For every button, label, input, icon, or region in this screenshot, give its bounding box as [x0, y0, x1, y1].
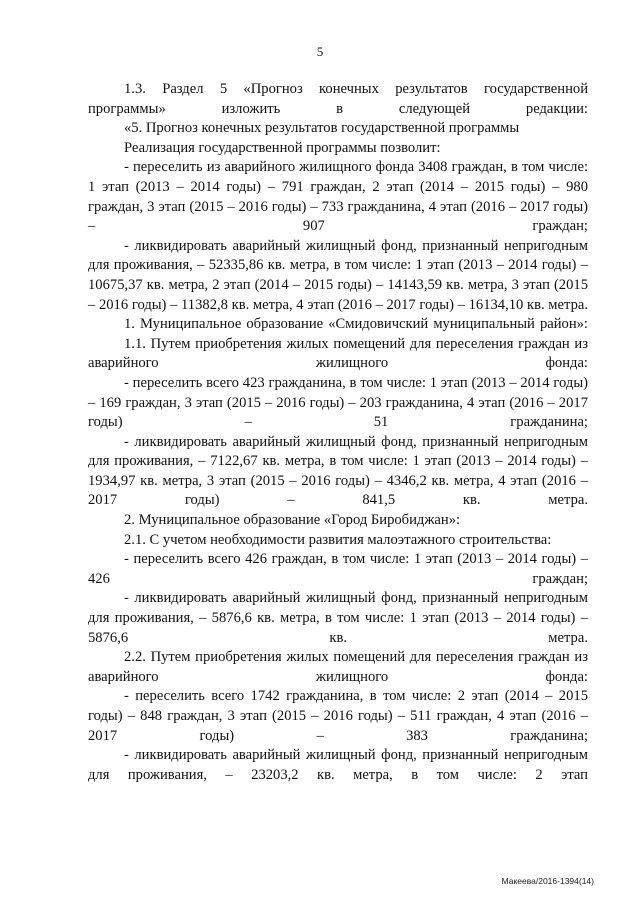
paragraph-item-2-2: 2.2. Путем приобретения жилых помещений для переселения граждан из аварийного жилищного фонда:: [88, 649, 588, 685]
paragraph-municipality-1: 1. Муниципальное образование «Смидовичский муниципальный район»:: [124, 316, 588, 333]
paragraph-municipality-2: 2. Муниципальное образование «Город Биробиджан»:: [124, 512, 461, 529]
document-body: [88, 80, 588, 785]
paragraph-item-1-1: 1.1. Путем приобретения жилых помещений для переселения граждан из аварийного жилищного фонда:: [88, 335, 588, 372]
paragraph-implementation-intro: Реализация государственной программы позволит:: [124, 139, 441, 156]
paragraph-liquidate-total: - ликвидировать аварийный жилищный фонд, признанный непригодным для проживания, – 52335,86 кв. метра, в том числе: 1 этап (2013 – 2014 годы) – 10675,37 кв. метра, 2 этап (2014 – 2015 годы) – 14143,59 кв. метра, 3 этап (2015 – 2016 годы) – 11382,8 кв. метра, 4 этап (2016 – 2017 годы) – 16134,10 кв. метра.: [88, 237, 588, 313]
paragraph-liquidate-1-1: - ликвидировать аварийный жилищный фонд, признанный непригодным для проживания, – 7122,67 кв. метра, в том числе: 1 этап (2013 – 2014 годы) – 1934,97 кв. метра, 3 этап (2015 – 2016 годы) – 4346,2 кв. метра, 4 этап (2016 – 2017 годы) – 841,5 кв. метра.: [88, 433, 588, 509]
paragraph-resettle-2-2: - переселить всего 1742 гражданина, в том числе: 2 этап (2014 – 2015 годы) – 848 граждан, 3 этап (2015 – 2016 годы) – 511 граждан, 4 этап (2016 – 2017 годы) – 383 гражданина;: [88, 688, 588, 744]
paragraph-resettle-2-1: - переселить всего 426 граждан, в том числе: 1 этап (2013 – 2014 годы) – 426 граждан;: [88, 551, 588, 587]
paragraph-item-2-1: 2.1. С учетом необходимости развития малоэтажного строительства:: [124, 531, 552, 548]
document-footer-code: Макеева/2016-1394(14): [501, 876, 594, 886]
paragraph-liquidate-2-1: - ликвидировать аварийный жилищный фонд, признанный непригодным для проживания, – 5876,6 кв. метра, в том числе: 1 этап (2013 – 2014 годы) – 5876,6 кв. метра.: [88, 590, 588, 646]
paragraph-liquidate-2-2: - ликвидировать аварийный жилищный фонд, признанный непригодным для проживания, – 23203,2 кв. метра, в том числе: 2 этап: [88, 747, 588, 783]
paragraph-resettle-total: - переселить из аварийного жилищного фонда 3408 граждан, в том числе: 1 этап (2013 – 2014 годы) – 791 граждан, 2 этап (2014 – 2015 годы) – 980 граждан, 3 этап (2015 – 2016 годы) – 733 гражданина, 4 этап (2016 – 2017 годы) – 907 граждан;: [88, 159, 588, 235]
paragraph-section-5-title: «5. Прогноз конечных результатов государственной программы: [124, 120, 520, 137]
page-number: 5: [316, 44, 324, 59]
paragraph-resettle-1-1: - переселить всего 423 гражданина, в том числе: 1 этап (2013 – 2014 годы) – 169 граждан, 3 этап (2015 – 2016 годы) – 203 гражданина, 4 этап (2016 – 2017 годы) – 51 гражданина;: [88, 374, 588, 431]
paragraph-section-1-3: 1.3. Раздел 5 «Прогноз конечных результатов государственной программы» изложить в следующей редакции:: [88, 81, 588, 117]
